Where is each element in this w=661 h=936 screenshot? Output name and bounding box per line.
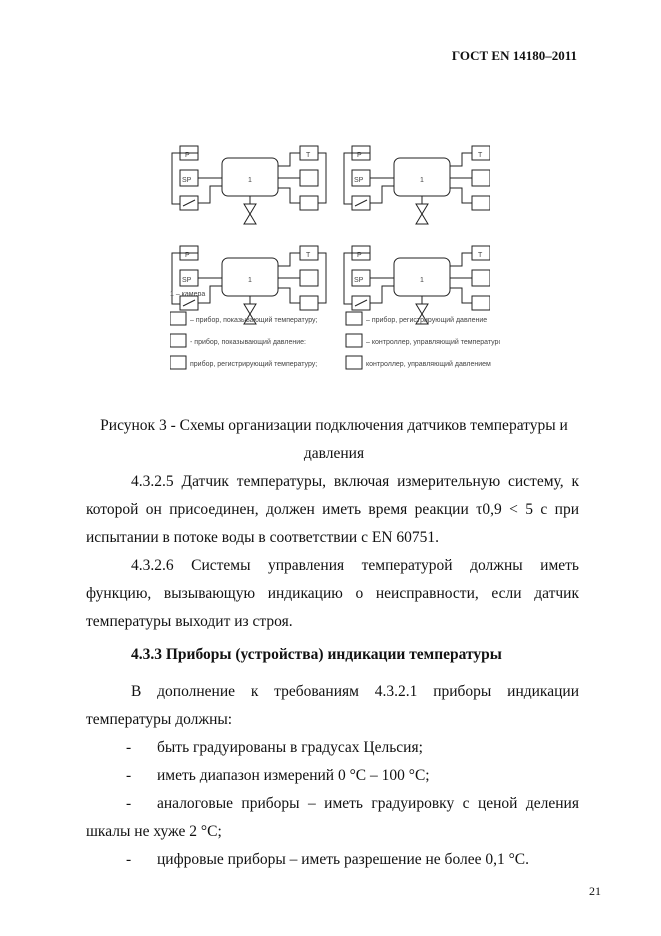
legend-item-1: – прибор, показывающий температуру; [190,317,318,324]
list-item [86,734,579,762]
legend-chamber: 1 – камера [170,291,206,298]
figure-legend [170,286,500,381]
list-item-text: аналоговые приборы – иметь градуировку с ценой деления шкалы не хуже 2 °С; [86,795,579,840]
document-code: ГОСТ EN 14180–2011 [451,48,577,63]
box-label-p: P [185,152,190,159]
chamber-number: 1 [248,177,252,184]
page-number: 21 [589,884,601,898]
list-item-text: цифровые приборы – иметь разрешение не более 0,1 °С. [157,851,530,868]
paragraph-intro: В дополнение к требованиям 4.3.2.1 приборы индикации температуры должны: [86,683,579,728]
box-label-t: T [306,152,311,159]
box-label-sp: SP [182,177,192,184]
legend-item-6: контроллер, управляющий давлением [366,361,491,368]
list-item-text: иметь диапазон измерений 0 °С – 100 °С; [157,767,430,784]
schematic-2 [344,146,490,224]
bullet-dash: - [126,767,132,784]
list-item [86,846,579,874]
list-item-text: быть градуированы в градусах Цельсия; [157,739,423,756]
legend-item-2: – прибор, регистрирующий давление [366,317,488,324]
paragraph-4-3-2-5: 4.3.2.5 Датчик температуры, включая измерительную систему, к которой он присоединен, должен иметь время реакции τ0,9 < 5 с при испытании в потоке воды в соответствии с EN 60751. [86,473,579,546]
figure-caption: Рисунок 3 - Схемы организации подключения датчиков температуры и давления [100,417,568,462]
legend-item-5: прибор, регистрирующий температуру; [190,361,318,368]
schematic-1 [172,146,326,224]
section-heading-4-3-3: 4.3.3 Приборы (устройства) индикации температуры [131,646,502,663]
legend-item-3: - прибор, показывающий давление: [190,339,306,346]
paragraph-4-3-2-6: 4.3.2.6 Системы управления температурой должны иметь функцию, вызывающую индикацию о неисправности, если датчик температуры выходит из строя. [86,557,579,630]
list-item [86,762,579,790]
bullet-dash: - [126,739,132,756]
list-item [86,790,579,846]
bullet-dash: - [126,851,132,868]
bullet-dash: - [126,795,132,812]
legend-svg [170,286,500,376]
legend-item-4: – контроллер, управляющий температурой: [366,339,500,346]
